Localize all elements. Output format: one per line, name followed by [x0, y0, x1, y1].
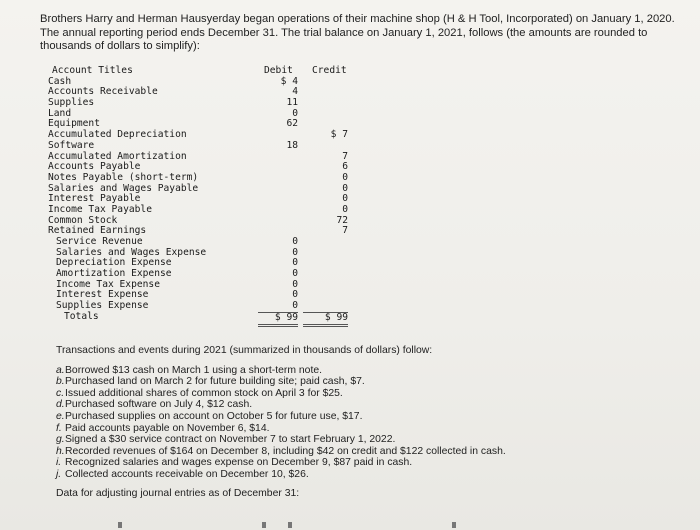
credit-amount: 0: [342, 203, 348, 215]
debit-amount: 11: [286, 97, 298, 109]
transaction-text: Issued additional shares of common stock on April 3 for $25.: [65, 387, 343, 399]
transaction-item: [56, 399, 656, 411]
cropped-bottom-edge: [40, 516, 680, 530]
account-title: Interest Expense: [56, 289, 149, 301]
transaction-item: [56, 411, 656, 423]
trial-balance-row: [48, 141, 358, 152]
total-debit: $ 99: [258, 312, 298, 327]
account-title: Accumulated Amortization: [48, 150, 187, 162]
account-title: Accumulated Depreciation: [48, 129, 187, 141]
total-credit: $ 99: [303, 312, 348, 327]
debit-amount: 0: [292, 246, 298, 258]
debit-amount: 4: [292, 86, 298, 98]
transaction-item: [56, 388, 656, 400]
debit-amount: $ 4: [280, 75, 298, 87]
account-title: Retained Earnings: [48, 225, 147, 237]
transaction-text: Purchased supplies on account on October 5 for future use, $17.: [65, 410, 363, 422]
account-titles-header: Account Titles: [52, 65, 133, 76]
transaction-label: g.: [56, 434, 65, 446]
account-title: Accounts Receivable: [48, 86, 158, 98]
credit-amount: 0: [342, 193, 348, 205]
transaction-item: [56, 376, 656, 388]
debit-amount: 0: [292, 257, 298, 269]
transaction-item: [56, 434, 656, 446]
transaction-text: Borrowed $13 cash on March 1 using a short-term note.: [65, 364, 323, 376]
transaction-item: [56, 457, 656, 469]
account-title: Accounts Payable: [48, 161, 141, 173]
debit-amount: 0: [292, 278, 298, 290]
trial-balance-body: [48, 77, 358, 312]
trial-balance-total-row: [48, 312, 358, 323]
transaction-item: [56, 365, 656, 377]
account-title: Salaries and Wages Expense: [56, 246, 207, 258]
account-title: Software: [48, 139, 95, 151]
account-title: Equipment: [48, 118, 100, 130]
trial-balance-header: [48, 66, 358, 77]
account-title: Cash: [48, 75, 72, 87]
account-title: Interest Payable: [48, 193, 141, 205]
debit-amount: 62: [286, 118, 298, 130]
transactions-list: [56, 365, 656, 481]
trial-balance-row: [48, 130, 358, 141]
transaction-label: c.: [56, 387, 65, 399]
transaction-label: j.: [56, 468, 62, 480]
credit-amount: 7: [342, 225, 348, 237]
account-title: Supplies Expense: [56, 300, 149, 312]
transaction-text: Collected accounts receivable on December 10, $26.: [65, 468, 309, 480]
transaction-item: [56, 446, 656, 458]
problem-intro: Brothers Harry and Herman Hausyerday began operations of their machine shop (H & H Tool, Incorporated) on January 1, 2020. The annual reporting period ends December 31. The trial balance on January 1, 2021, follows (the amounts are rounded to thousands of dollars to simplify):: [40, 13, 675, 53]
transaction-item: [56, 469, 656, 481]
transaction-item: [56, 423, 656, 435]
credit-amount: 6: [342, 161, 348, 173]
credit-amount: 7: [342, 150, 348, 162]
transaction-label: h.: [56, 445, 65, 457]
debit-amount: 0: [292, 236, 298, 247]
debit-amount: 0: [292, 289, 298, 301]
adjusting-entries-lead: Data for adjusting journal entries as of December 31:: [56, 487, 300, 499]
account-title: Salaries and Wages Payable: [48, 182, 199, 194]
transaction-label: b.: [56, 376, 65, 388]
trial-balance-table: [48, 66, 358, 323]
credit-amount: $ 7: [330, 129, 348, 141]
credit-header: Credit: [312, 65, 347, 76]
transaction-text: Paid accounts payable on November 6, $14.: [65, 422, 270, 434]
credit-amount: 72: [336, 214, 348, 226]
trial-balance-row: [48, 98, 358, 109]
credit-amount: 0: [342, 171, 348, 183]
transaction-text: Signed a $30 service contract on November 7 to start February 1, 2022.: [65, 434, 396, 446]
transaction-text: Recognized salaries and wages expense on December 9, $87 paid in cash.: [65, 457, 413, 469]
transaction-label: d.: [56, 399, 65, 411]
debit-header: Debit: [264, 65, 293, 76]
debit-amount: 0: [292, 300, 298, 312]
debit-amount: 0: [292, 268, 298, 280]
trial-balance-row: [48, 87, 358, 98]
account-title: Income Tax Payable: [48, 203, 152, 215]
account-title: Land: [48, 107, 72, 119]
transaction-label: e.: [56, 410, 65, 422]
credit-amount: 0: [342, 182, 348, 194]
transactions-section: [56, 345, 656, 499]
transaction-label: i.: [56, 457, 62, 469]
account-title: Depreciation Expense: [56, 257, 172, 269]
account-title: Income Tax Expense: [56, 278, 160, 290]
transaction-text: Purchased land on March 2 for future building site; paid cash, $7.: [65, 376, 365, 388]
transactions-lead: Transactions and events during 2021 (summarized in thousands of dollars) follow:: [56, 345, 433, 356]
transaction-label: f.: [56, 422, 62, 434]
trial-balance-row: [48, 173, 358, 184]
debit-amount: 18: [286, 139, 298, 151]
account-title: Common Stock: [48, 214, 118, 226]
account-title: Supplies: [48, 97, 95, 109]
totals-label: Totals: [64, 310, 99, 322]
account-title: Service Revenue: [56, 236, 143, 247]
transaction-text: Recorded revenues of $164 on December 8, including $42 on credit and $122 collected in cash.: [65, 445, 506, 457]
debit-amount: 0: [292, 107, 298, 119]
account-title: Notes Payable (short-term): [48, 171, 199, 183]
transaction-label: a.: [56, 364, 65, 376]
account-title: Amortization Expense: [56, 268, 172, 280]
transaction-text: Purchased software on July 4, $12 cash.: [65, 399, 253, 411]
